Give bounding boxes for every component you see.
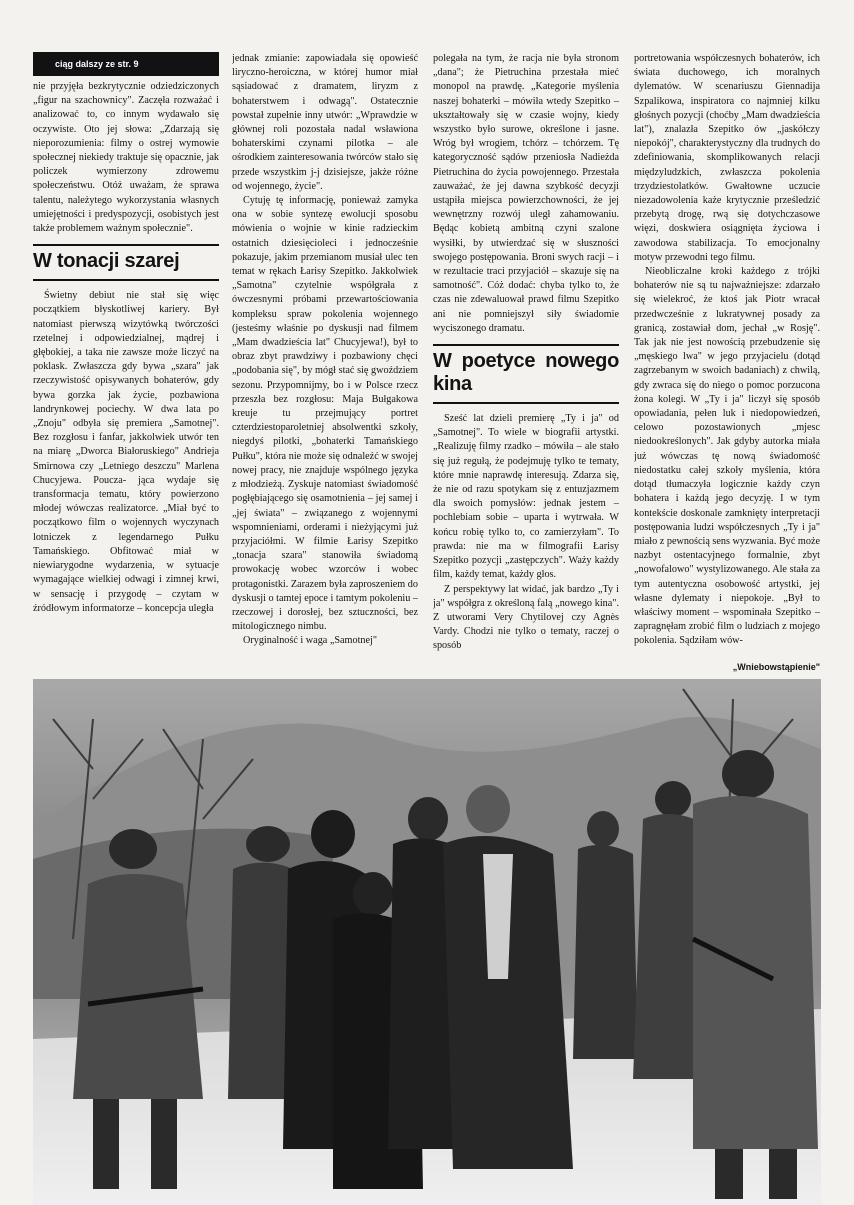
column-2 [232, 52, 418, 649]
body-paragraph: Sześć lat dzieli premierę „Ty i ja" od „Samotnej". To wiele w biografii artystki. „Realizuję filmy rzadko – mówiła – ale stało się już regułą, że podejmuję tylko te tematy, które mnie naprawdę interesują. Zdarza się, że nie od razu spotykam się z entuzjazmem dla swoich pomysłów: jednak jestem – pochlebiam sobie – uparta i wytrwała. W końcu robię tylko to, co zamierzyłam". To prawda: nie ma w filmografii Łarisy Szepitko pozycji „zastępczych". Waży każdy film, każdy temat, każdy głos. [433, 413, 619, 581]
body-paragraph: Oryginalność i waga „Samotnej" [243, 635, 378, 647]
intro-paragraph: nie przyjęła bezkrytycznie odziedziczonych „figur na szachownicy". Zaczęła rozważać i analizować to, co innym wydawało się oczywiste. Oto jej słowa: „Zdarzają się nieporozumienia: filmy o ostrej wymowie społecznej niekiedy traktuje się opacznie, jak policzek wymierzony zdrowemu społeczeństwu. Otóż uważam, że sprawa talentu, należytego wykorzystania własnych umiejętności i predyspozycji, osobistych jest także problemem ważnym społecznie". [33, 81, 219, 235]
section-heading-block [33, 244, 219, 281]
section-heading-block [433, 344, 619, 404]
column-3 [433, 52, 619, 654]
body-paragraph: Świetny debiut nie stał się więc początkiem błyskotliwej kariery. Był natomiast pierwszą wizytówką twórczości rzetelnej i odpowiedzialnej, mądrej i głębokiej, a taka nie zawsze może liczyć na poklask. Zwłaszcza gdy bywa „szara" jak rzeczywistość opisywanych bohaterów, gdy bywa gorzka jak życie, pozbawiona landrynkowej pociechy. W dwa lata po „Znoju" odbyła się premiera „Samotnej". Bez rozgłosu i fanfar, jakkolwiek utwór ten na miarę „Dworca Białoruskiego" Andrieja Smirnowa czy „Letniego deszczu" Marlena Chucyjewa. Poucza- jąca wydaje się transformacja tematu, który powierzono młodej wówczas realizatorce. „Miał być to początkowo film o wojennych wyczynach lotniczek z legendarnego Pułku Tamańskiego. Obfitować miał w niewiarygodne wydarzenia, w sytuacje wymagające wielkiej odwagi i zimnej krwi, w sensację i przygodę – czytam w źródłowym informatorze – koncepcja uległa [33, 290, 219, 614]
body-paragraph: polegała na tym, że racja nie była stronom „dana"; że Pietruchina przestała mieć monopol na prawdę. „Kategorie myślenia naszej bohaterki – mówiła wtedy Szepitko – ukształtowały się w czasie wojny, kiedy wszystko było surowe, określone i jasne. Wróg był wrogiem, tchórz – tchórzem. Tę kategoryczność sądów przeniosła Nadieżda Pietruchina do życia powojennego. Przestała zauważać, że jej dawna szybkość decyzji ustąpiła miejsca powierzchowności, że jej wewnętrzny rozwój uległ zahamowaniu. Będąc kobietą ambitną czyni szalone wysiłki, by utwierdzać się w słuszności swojego postępowania. Broni swych racji – i w rezultacie traci przyjaciół – skazuje się na samotność". Cóż dodać: chyba tylko to, że czas nie zdewaluował prawd filmu Szepitko ani nie pomniejszył siły świadomie wyciszonego dramatu. [433, 53, 619, 334]
column-1 [33, 52, 219, 616]
photo-caption: „Wniebowstąpienie" [732, 662, 820, 672]
body-paragraph: Z perspektywy lat widać, jak bardzo „Ty i ja" współgra z określoną falą „nowego kina". Z utworami Very Chytilovej czy Agnès Vardy. Chodzi nie tylko o tematy, raczej o sposób [433, 583, 619, 652]
continuation-banner: ciąg dalszy ze str. 9 [33, 52, 219, 76]
body-paragraph: Cytuję tę informację, ponieważ zamyka ona w sobie syntezę ewolucji sposobu mówienia o wojnie w kinie radzieckim ostatnich dziesięcioleci i jednocześnie pokazuje, jakim przemianom musiał ulec ten temat w rękach Łarisy Szepitko. Jakkolwiek „Samotna" czytelnie współgrała z ówczesnymi próbami przewartościowania kompleksu spraw pokolenia wojennego (jesteśmy właśnie po dyskusji nad filmem „Mam dwadzieścia lat" Chucyjewa!), był to obraz zbyt prawdziwy i pozbawiony chęci „podobania się", by mógł stać się gwoździem sezonu. Przypomnijmy, bo i w Polsce rzecz przeszła bez rozgłosu: Maja Bułgakowa kreuje tu przejmujący portret czterdziestoparoletniej absolwentki szkoły, niegdyś pilotki, „bohaterki Tamańskiego Pułku", która nie może się odnaleźć w swojej nowej pracy, nie znajduje wspólnego języka z młodzieżą. Zyskuje natomiast świadomość pogłębiającego się osamotnienia – jej samej i „jej świata" – związanego z wojennymi wspomnieniami, orderami i nieżyjącymi już przyjaciółmi. W filmie Łarisy Szepitko „tonacja szara" stanowiła świadomą prowokację wobec wzorców i wobec protagonistki. Zarazem była zaproszeniem do dyskusji o tamtej epoce i tamtym pokoleniu – rzeczowej i dorosłej, bez sztuczności, bez mitologicznego nimbu. [232, 195, 418, 633]
section-heading-nowego-kina: W poetyce nowego kina [433, 350, 619, 396]
section-heading-szarej: W tonacji szarej [33, 250, 180, 273]
column-4 [634, 52, 820, 649]
body-paragraph: jednak zmianie: zapowiadała się opowieść liryczno-heroiczna, w której humor miał sąsiadować z dramatem, liryzm z bohaterstwem i odwagą". Ostatecznie powstał zupełnie inny utwór: „Wprawdzie w głównej roli pozostała nadal wsławiona bohaterskimi czynami pilotka – ale ośrodkiem zainteresowania twórców stało się przede wszystkim j-j dzisiejsze, jakże różne od wojennego, życie". [232, 53, 418, 192]
body-paragraph: Nieobliczalne kroki każdego z trójki bohaterów nie są tu najważniejsze: zdarzało się wielekroć, że ktoś jak Piotr wracał przedwcześnie z lukratywnej posady za granicą, zostawiał dom, jechał „w Rosję". Tak jak nie jest nowością przebudzenie się „męskiego lwa" w jego przyjacielu (dotąd zagrzebanym w swoich badaniach) z chwilą, gdy zwraca się do niego o pomoc porzucona żona kolegi. W „Ty i ja" liczył się sposób opowiadania, pełen luk i niedopowiedzeń, celowo pozostawionych „mjesc niedookreślonych". Jak gdyby autorka miała już wówczas tę nową świadomość niedostatku całej szkoły myślenia, która dotąd tłumaczyła logicznie każdy czyn bohatera i każdą jego decyzję. I w tym kontekście doskonale zamknięty interpretacji postępowania ludzi współczesnych „Ty i ja" miało z pewnością sens wyzwania. Być może nazbyt ostentacyjnego formalnie, zbyt „nowofalowo" wystylizowanego. Ale stała za tym autentyczna osobowość artystki, jej własne dylematy i niepokoje. „Był to właściwy moment – wspominała Szepitko – zapragnęłam zrobić film o ludziach z mojego pokolenia. Sądziłam wów- [634, 266, 820, 647]
film-still-photo [33, 679, 821, 1205]
body-paragraph: portretowania współczesnych bohaterów, ich świata duchowego, ich moralnych dylematów. W scenariuszu Giennadija Szpalikowa, inspiratora co najmniej kilku głośnych pozycji (choćby „Mam dwadzieścia lat"), znalazła Szepitko ów „jaskółczy niepokój", charakterystyczny dla trudnych do zdefiniowania, skomplikowanych relacji międzyludzkich, zwłaszcza pokolenia trzydziestolatków. Gwałtowne uczucie niezadowolenia każe krytycznie prześledzić przebytą drogę, rwą się dotychczasowe więzi, doskwiera osiągnięta życiowa i zawodowa stabilizacja. To emocjonalny motyw przewodni tego filmu. [634, 53, 820, 263]
film-still-illustration [33, 679, 821, 1205]
